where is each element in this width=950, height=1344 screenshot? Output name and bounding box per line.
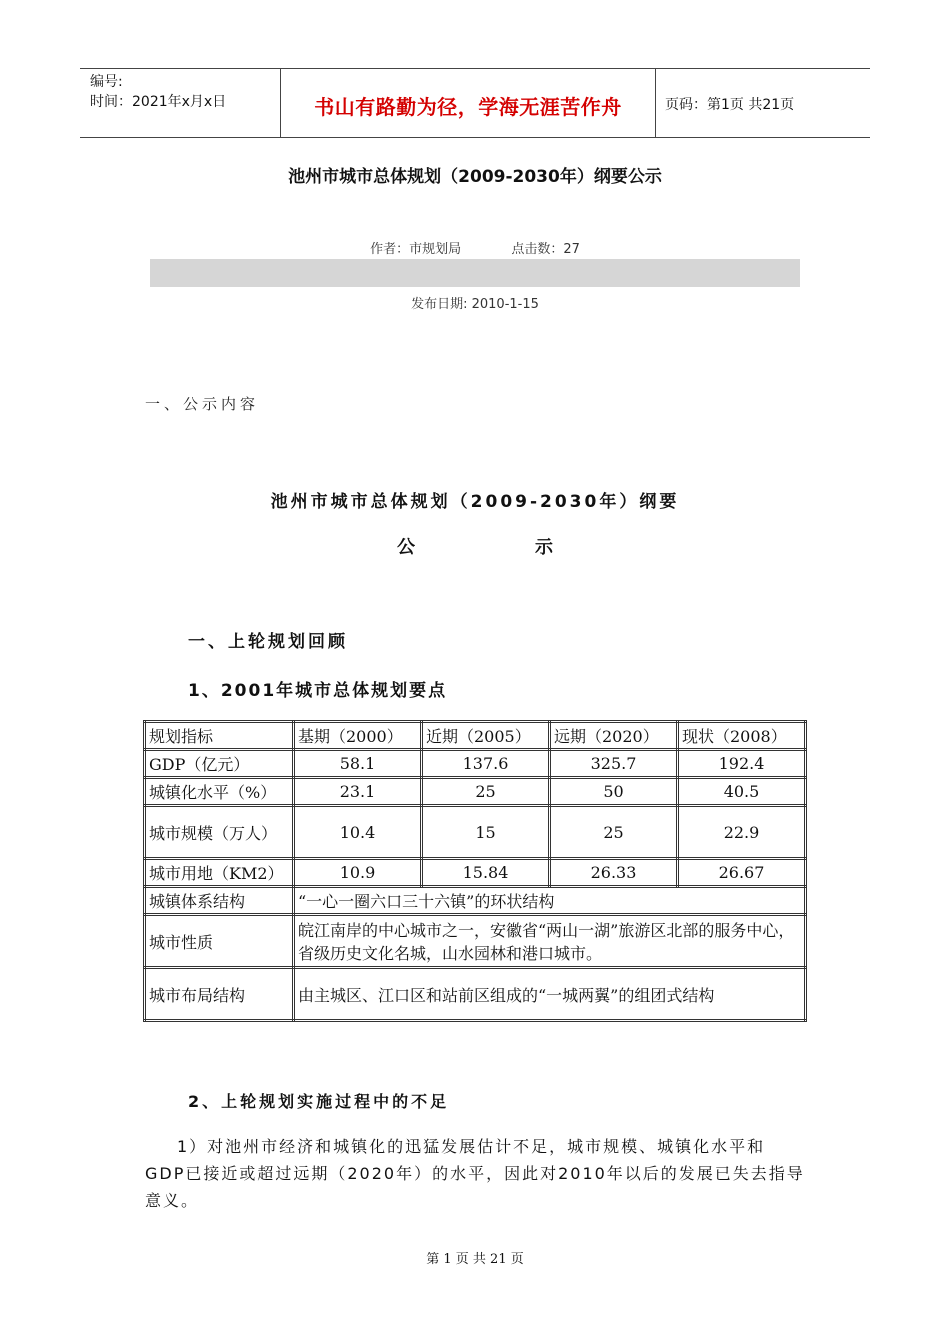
table-cell-wide: “一心一圈六口三十六镇”的环状结构: [294, 887, 806, 915]
table-header-cell: 规划指标: [145, 722, 294, 750]
table-cell: 58.1: [294, 750, 422, 778]
publish-date: 发布日期: 2010-1-15: [411, 297, 539, 312]
table-row: [145, 750, 806, 778]
table-cell: 40.5: [678, 778, 806, 806]
header-center-cell: [280, 69, 656, 137]
page-footer: 第 1 页 共 21 页: [426, 1252, 524, 1267]
table-cell: 50: [550, 778, 678, 806]
table-cell: 22.9: [678, 806, 806, 859]
table-cell-wide: 皖江南岸的中心城市之一，安徽省“两山一湖”旅游区北部的服务中心，省级历史文化名城，山水园林和港口城市。: [294, 915, 806, 968]
header-right-cell: [655, 69, 870, 137]
table-cell: 10.4: [294, 806, 422, 859]
table-row: [145, 887, 806, 915]
number-label: 编号:: [90, 74, 123, 90]
heading-2001-plan: 1、2001年城市总体规划要点: [188, 681, 448, 701]
row-label: 城市用地（KM2）: [145, 859, 294, 887]
table-header-row: [145, 722, 806, 750]
article-meta: [0, 238, 950, 257]
table-header-cell: 远期（2020）: [550, 722, 678, 750]
table-cell: 23.1: [294, 778, 422, 806]
table-row: [145, 968, 806, 1021]
document-title-gong: 公: [397, 537, 415, 558]
header-left-cell: [80, 69, 280, 137]
document-title-shi: 示: [535, 537, 553, 558]
document-header: [80, 68, 870, 138]
table-cell: 325.7: [550, 750, 678, 778]
motto-text: 书山有路勤为径，学海无涯苦作舟: [314, 95, 622, 119]
table-row: [145, 859, 806, 887]
author-label: 作者：市规划局: [370, 242, 462, 257]
heading-shortfall: 2、上轮规划实施过程中的不足: [188, 1092, 450, 1111]
row-label: 城镇化水平（%）: [145, 778, 294, 806]
table-header-cell: 现状（2008）: [678, 722, 806, 750]
table-cell: 26.33: [550, 859, 678, 887]
plan-indicator-table: [143, 720, 807, 1022]
row-label: GDP（亿元）: [145, 750, 294, 778]
time-label: 时间：2021年x月x日: [90, 94, 227, 110]
table-row: [145, 915, 806, 968]
table-header-cell: 近期（2005）: [422, 722, 550, 750]
table-row: [145, 778, 806, 806]
paragraph-text: 1）对池州市经济和城镇化的迅猛发展估计不足，城市规模、城镇化水平和GDP已接近或超过远期（2020年）的水平，因此对2010年以后的发展已失去指导意义。: [145, 1137, 805, 1210]
table-cell: 26.67: [678, 859, 806, 887]
table-cell: 15: [422, 806, 550, 859]
click-count: 点击数：27: [511, 242, 580, 257]
heading-review: 一、上轮规划回顾: [188, 632, 348, 652]
row-label: 城市规模（万人）: [145, 806, 294, 859]
row-label: 城市布局结构: [145, 968, 294, 1021]
table-cell: 15.84: [422, 859, 550, 887]
table-cell-wide: 由主城区、江口区和站前区组成的“一城两翼”的组团式结构: [294, 968, 806, 1021]
row-label: 城镇体系结构: [145, 887, 294, 915]
row-label: 城市性质: [145, 915, 294, 968]
table-cell: 192.4: [678, 750, 806, 778]
document-title: 池州市城市总体规划（2009-2030年）纲要: [270, 492, 680, 512]
table-row: [145, 806, 806, 859]
table-cell: 25: [422, 778, 550, 806]
table-header-cell: 基期（2000）: [294, 722, 422, 750]
table-cell: 25: [550, 806, 678, 859]
body-paragraph: [145, 1133, 805, 1214]
gray-separator-bar: [150, 259, 800, 287]
article-title: 池州市城市总体规划（2009-2030年）纲要公示: [288, 167, 662, 187]
table-cell: 10.9: [294, 859, 422, 887]
section-heading: 一、公示内容: [145, 395, 260, 413]
table-cell: 137.6: [422, 750, 550, 778]
page-info: 页码：第1页 共21页: [665, 97, 795, 113]
